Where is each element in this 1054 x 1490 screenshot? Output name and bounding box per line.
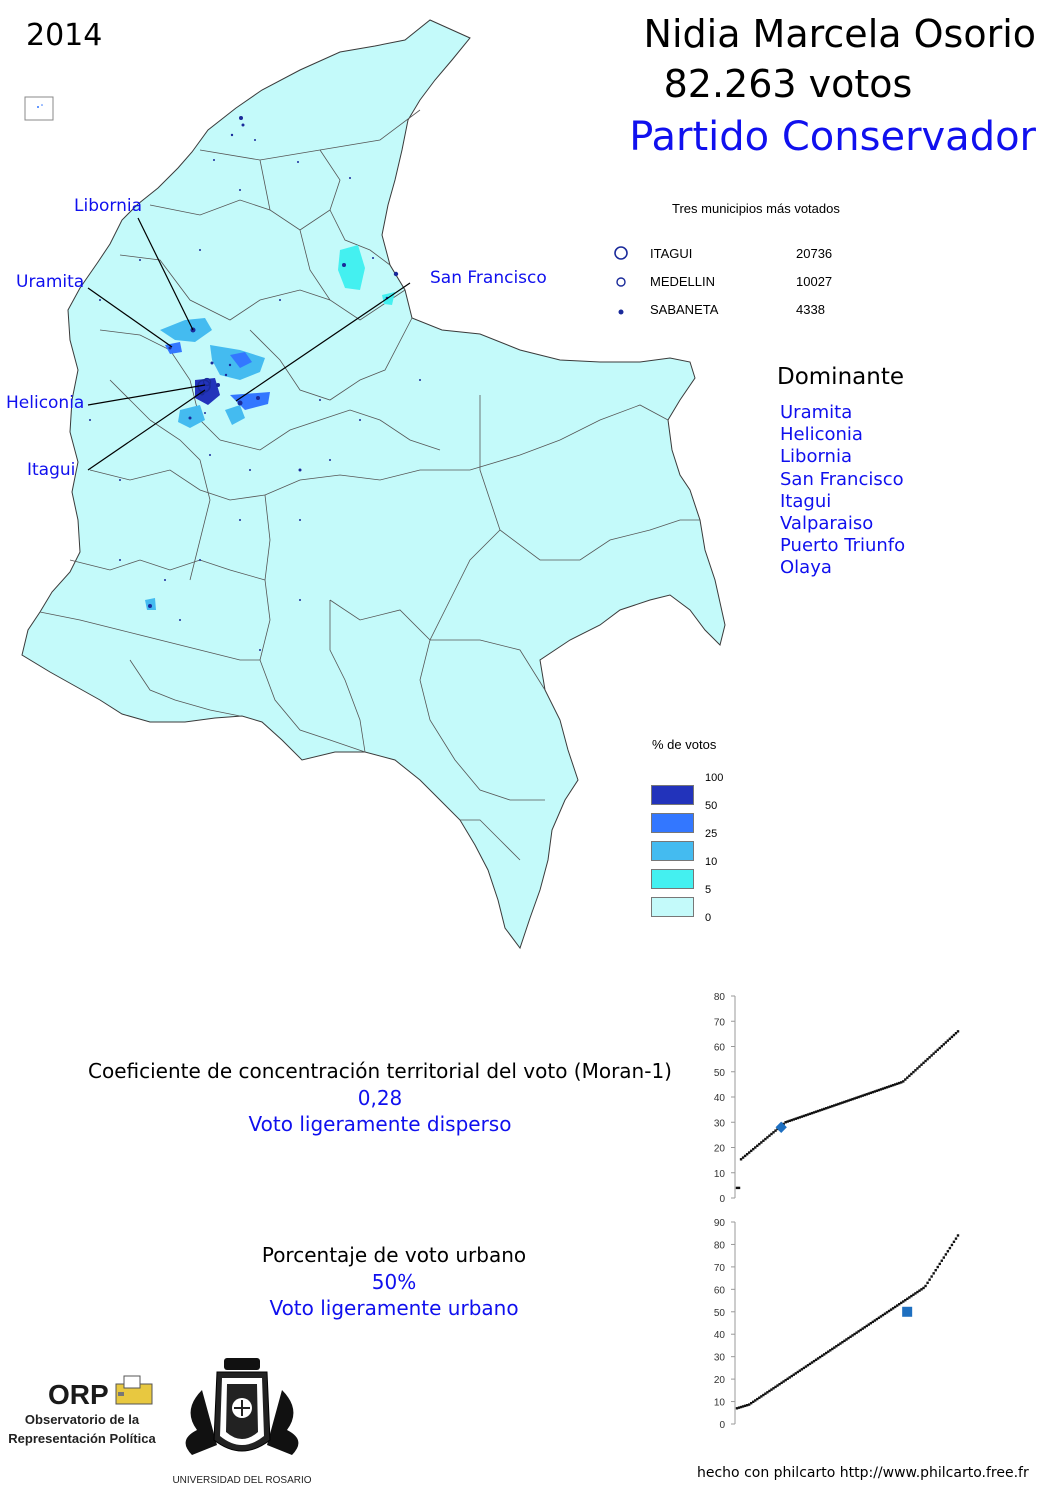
data-point [928,1278,930,1280]
data-point [953,1241,955,1243]
data-point [937,1266,939,1268]
colombia-outline [22,20,725,948]
y-tick-label: 30 [713,1352,725,1364]
legend-swatch [651,841,694,861]
candidate-name: Nidia Marcela Osorio [643,12,1036,56]
dominant-item: Itagui [780,490,832,512]
dominant-item: Puerto Triunfo [780,535,906,557]
orp-logo-abbr: ORP [48,1379,109,1410]
y-tick-label: 50 [713,1067,725,1079]
y-tick-label: 20 [713,1375,725,1387]
data-point [738,1187,740,1189]
data-point [934,1269,936,1271]
orp-logo-line1: Observatorio de la [24,1412,140,1427]
dominant-item: San Francisco [780,468,904,490]
y-tick-label: 90 [713,1218,725,1229]
municipality-name: MEDELLIN [650,274,716,289]
municipality-name: SABANETA [650,302,719,317]
data-point [924,1285,926,1287]
legend-swatch [651,785,694,805]
rosario-logo-name: UNIVERSIDAD DEL ROSARIO [172,1475,312,1486]
candidate-votes: 82.263 votos [663,62,913,106]
y-tick-label: 70 [713,1017,725,1029]
top-municipalities-title: Tres municipios más votados [672,201,840,216]
y-tick-label: 40 [713,1330,725,1342]
data-point [926,1282,928,1284]
y-tick-label: 70 [713,1262,725,1274]
legend-swatch [651,869,694,889]
dominant-item: Libornia [780,446,852,468]
data-point [957,1030,959,1032]
y-tick-label: 0 [719,1420,725,1431]
legend-break-label: 5 [705,884,712,896]
top-municipality-row [612,300,872,318]
label-san-francisco: San Francisco [430,268,547,288]
data-point [957,1234,959,1236]
urban-label: Porcentaje de voto urbano [261,1243,527,1267]
y-tick-label: 80 [713,1240,725,1252]
open-circle-small-icon [612,272,632,290]
y-tick-label: 80 [713,992,725,1003]
y-tick-label: 60 [713,1042,725,1054]
moran-label: Coeficiente de concentración territorial del voto (Moran-1) [88,1059,672,1083]
data-point [951,1244,953,1246]
urban-scatter-chart [700,1214,980,1434]
label-itagui: Itagui [27,460,76,480]
y-tick-label: 20 [713,1143,725,1155]
data-point [955,1237,957,1239]
data-point [949,1247,951,1249]
y-tick-label: 10 [713,1397,725,1409]
top-municipality-row [612,244,872,262]
top-municipality-row [612,272,872,290]
y-tick-label: 60 [713,1285,725,1297]
dominant-item: Olaya [780,557,832,579]
y-tick-label: 0 [719,1194,725,1205]
credit-line: hecho con philcarto http://www.philcarto.free.fr [697,1465,1029,1481]
legend-swatch [651,897,694,917]
legend-break-label: 0 [705,912,712,924]
legend-break-label: 50 [705,800,718,812]
data-point [930,1275,932,1277]
colombia-map [0,0,760,960]
municipality-votes: 20736 [796,246,833,261]
dominant-list [780,402,905,580]
y-tick-label: 30 [713,1118,725,1130]
data-point [939,1263,941,1265]
data-point [941,1260,943,1262]
orp-logo-line2: Representación Política [8,1431,156,1446]
data-point [932,1272,934,1274]
legend-break-label: 25 [705,828,718,840]
ballot-box-icon [116,1376,152,1404]
data-point [947,1250,949,1252]
legend-break-label: 100 [705,772,724,784]
san-andres-inset [25,97,53,120]
dominant-item: Valparaiso [780,513,874,535]
filled-dot-icon [612,300,632,318]
data-point [945,1253,947,1255]
legend-swatch [651,813,694,833]
y-tick-label: 50 [713,1307,725,1319]
moran-value: 0,28 [357,1085,403,1110]
urban-metric [194,1242,594,1322]
dominant-item: Uramita [780,402,853,423]
municipality-votes: 4338 [796,302,825,317]
dominant-item: Heliconia [780,424,863,446]
map-year: 2014 [26,18,103,53]
y-tick-label: 40 [713,1093,725,1104]
data-point [943,1256,945,1258]
rosario-crest-logo [172,1350,312,1490]
open-circle-large-icon [612,244,632,262]
candidate-party: Partido Conservador [629,114,1036,160]
orp-logo [4,1372,164,1454]
highlight-point [902,1307,912,1317]
label-libornia: Libornia [74,196,142,216]
urban-value: 50% [371,1269,417,1294]
dominant-title: Dominante [777,364,904,390]
moran-scatter-chart [700,988,980,1208]
moran-metric [60,1058,700,1138]
legend-break-label: 10 [705,856,718,868]
urban-description: Voto ligeramente urbano [269,1296,519,1320]
label-uramita: Uramita [16,272,85,292]
label-heliconia: Heliconia [6,393,85,413]
y-tick-label: 10 [713,1168,725,1180]
legend-title: % de votos [652,737,717,752]
moran-description: Voto ligeramente disperso [248,1112,512,1136]
municipality-name: ITAGUI [650,246,693,261]
municipality-votes: 10027 [796,274,833,289]
